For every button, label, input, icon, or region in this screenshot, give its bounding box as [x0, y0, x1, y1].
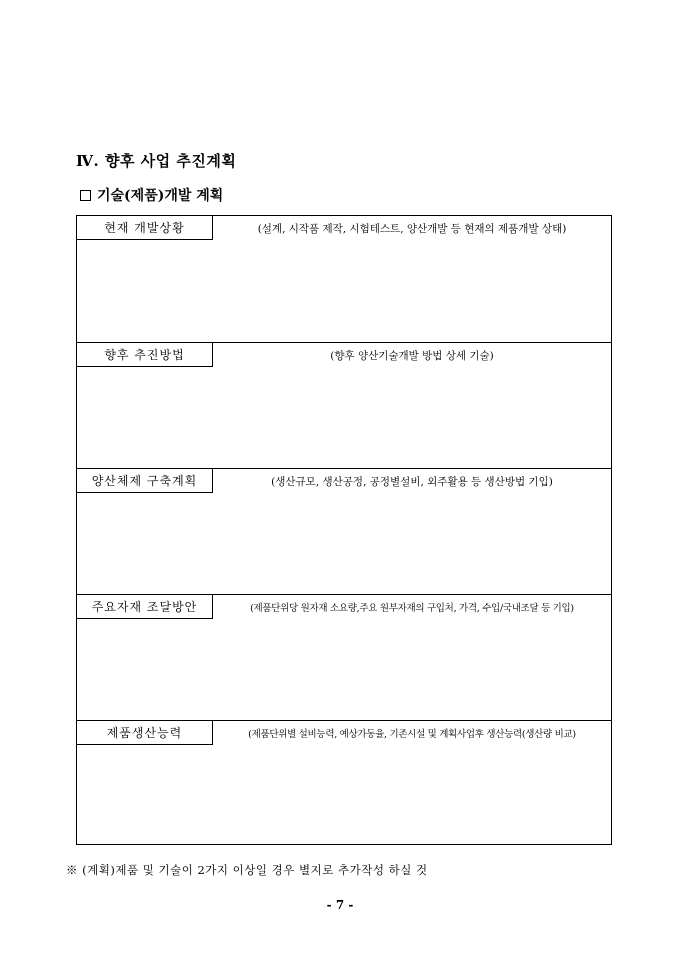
subsection-title — [80, 185, 223, 205]
subsection-title-text: 기술(제품)개발 계획 — [97, 188, 224, 204]
block-label: 향후 추진방법 — [77, 343, 213, 367]
block-label: 양산체제 구축계획 — [77, 469, 213, 493]
block-label: 제품생산능력 — [77, 721, 213, 745]
page-number: - 7 - — [326, 898, 354, 912]
block-label: 현재 개발상황 — [77, 216, 213, 240]
development-plan-table — [76, 215, 612, 845]
block-material-procurement — [77, 594, 611, 720]
checkbox-square-icon — [80, 190, 91, 201]
block-label: 주요자재 조달방안 — [77, 595, 213, 619]
block-future-method — [77, 342, 611, 468]
block-description: (설계, 시작품 제작, 시험테스트, 양산개발 등 현재의 제품개발 상태) — [257, 222, 567, 235]
section-title: Ⅳ. 향후 사업 추진계획 — [76, 152, 237, 170]
block-description: (생산규모, 생산공정, 공정별설비, 외주활용 등 생산방법 기입) — [271, 475, 553, 488]
block-description: (향후 양산기술개발 방법 상세 기술) — [330, 349, 494, 362]
block-description: (제품단위당 원자재 소요량,주요 원부자재의 구입처, 가격, 수입/국내조달 등 기입) — [250, 603, 574, 614]
block-current-status — [77, 216, 611, 342]
footnote: ※ (계획)제품 및 기술이 2가지 이상일 경우 별지로 추가작성 하실 것 — [66, 863, 428, 877]
block-description: (제품단위별 설비능력, 예상가동율, 기존시설 및 계획사업후 생산능력(생산량 비교) — [248, 729, 576, 740]
block-production-capacity — [77, 720, 611, 846]
block-production-system — [77, 468, 611, 594]
